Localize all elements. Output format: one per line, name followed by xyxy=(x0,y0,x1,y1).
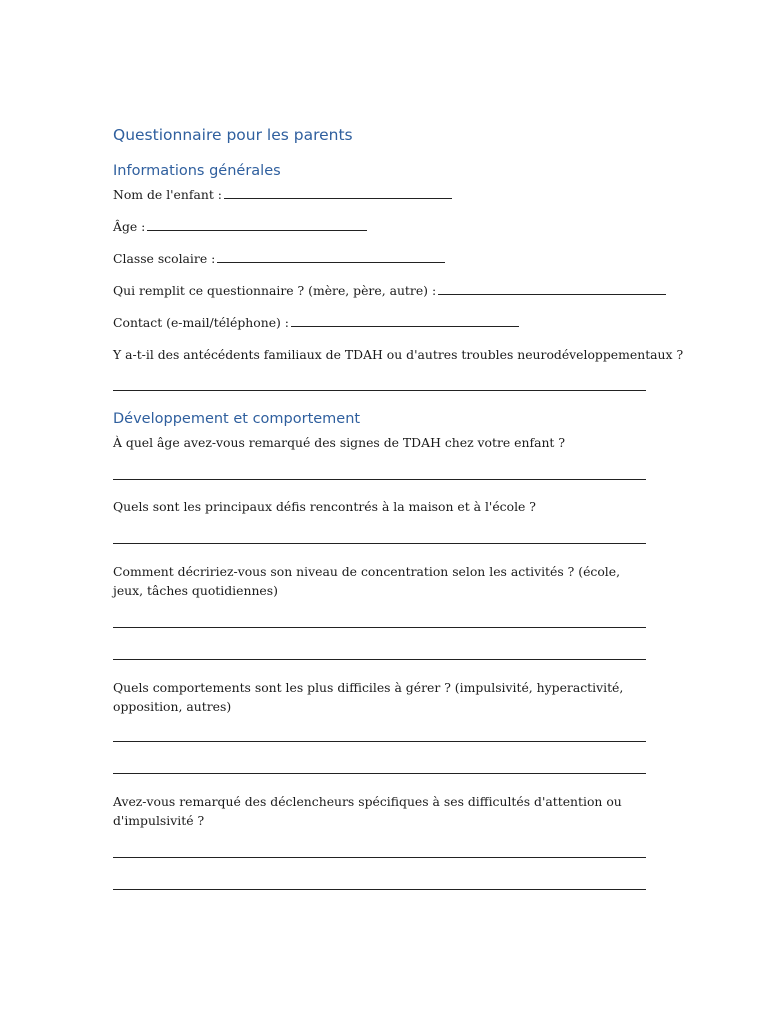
question-1: À quel âge avez-vous remarqué des signes de TDAH chez votre enfant ? xyxy=(113,435,565,450)
field-remplit xyxy=(113,281,647,300)
question-3: Comment décririez-vous son niveau de concentration selon les activités ? (école, jeux, tâches quotidiennes) xyxy=(113,564,621,598)
section-heading-general: Informations générales xyxy=(113,163,281,179)
answer-line[interactable] xyxy=(113,889,646,890)
answer-line[interactable] xyxy=(113,627,646,628)
field-classe xyxy=(113,249,647,268)
field-classe-label: Classe scolaire : xyxy=(113,251,216,266)
answer-line[interactable] xyxy=(113,479,646,480)
section-heading-developpement: Développement et comportement xyxy=(113,411,361,427)
question-4: Quels comportements sont les plus difficiles à gérer ? (impulsivité, hyperactivité, opposition, autres) xyxy=(113,680,624,714)
answer-line[interactable] xyxy=(113,543,646,544)
field-age-blank[interactable] xyxy=(147,218,367,231)
field-contact-blank[interactable] xyxy=(291,314,519,327)
field-remplit-blank[interactable] xyxy=(438,282,666,295)
question-5: Avez-vous remarqué des déclencheurs spécifiques à ses difficultés d'attention ou d'impulsivité ? xyxy=(113,794,622,828)
question-antecedents: Y a-t-il des antécédents familiaux de TDAH ou d'autres troubles neurodéveloppementaux ? xyxy=(113,347,684,362)
answer-line[interactable] xyxy=(113,773,646,774)
field-age-label: Âge : xyxy=(113,219,146,234)
field-nom xyxy=(113,185,647,204)
field-nom-blank[interactable] xyxy=(224,186,452,199)
field-nom-label: Nom de l'enfant : xyxy=(113,187,222,202)
field-age xyxy=(113,217,647,236)
field-remplit-label: Qui remplit ce questionnaire ? (mère, père, autre) : xyxy=(113,283,437,298)
question-2: Quels sont les principaux défis rencontrés à la maison et à l'école ? xyxy=(113,499,536,514)
answer-line[interactable] xyxy=(113,659,646,660)
answer-line[interactable] xyxy=(113,741,646,742)
field-contact xyxy=(113,313,647,332)
answer-line[interactable] xyxy=(113,390,646,391)
document-title: Questionnaire pour les parents xyxy=(113,126,353,144)
field-contact-label: Contact (e-mail/téléphone) : xyxy=(113,315,289,330)
field-classe-blank[interactable] xyxy=(217,250,445,263)
answer-line[interactable] xyxy=(113,857,646,858)
